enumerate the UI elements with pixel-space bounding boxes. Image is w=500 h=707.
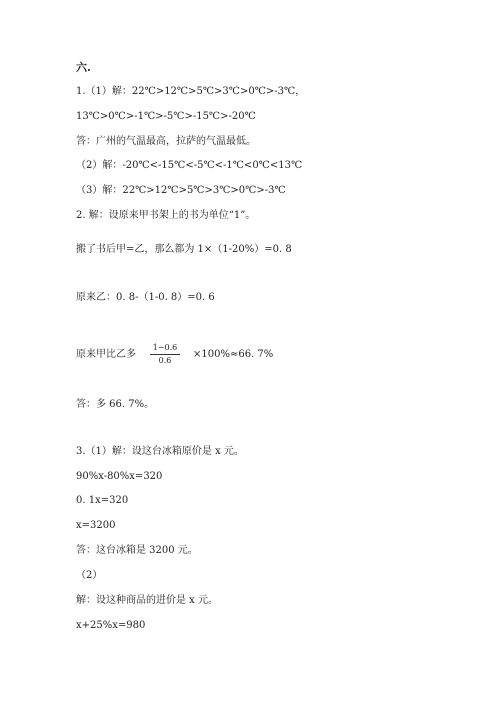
q3-equation-2: 0. 1x=320 xyxy=(76,495,129,506)
section-heading: 六. xyxy=(76,61,91,74)
q1-part2-line: （2）解：-20℃<-15℃<-5℃<-1℃<0℃<13℃ xyxy=(76,160,303,171)
q3-equation-3: x=3200 xyxy=(76,520,116,531)
q3-part2-setup: 解：设这种商品的进价是 x 元。 xyxy=(76,595,218,606)
fraction-denominator: 0.6 xyxy=(158,356,172,365)
fraction xyxy=(150,343,180,366)
q1-part1-continuation: 13℃>0℃>-1℃>-5℃>-15℃>-20℃ xyxy=(76,111,256,122)
q2-step3-suffix: ×100%≈66. 7% xyxy=(193,349,274,360)
q2-answer: 答：多 66. 7%。 xyxy=(76,399,155,410)
q2-step2: 原来乙：0. 8-（1-0. 8）=0. 6 xyxy=(76,292,215,303)
q3-answer: 答：这台冰箱是 3200 元。 xyxy=(76,545,198,556)
q2-step3-prefix: 原来甲比乙多 xyxy=(76,349,136,360)
q3-part1-line: 3.（1）解：设这台冰箱原价是 x 元。 xyxy=(76,446,244,457)
q1-answer: 答：广州的气温最高，拉萨的气温最低。 xyxy=(76,136,256,147)
q3-equation-1: 90%x-80%x=320 xyxy=(76,471,163,482)
q2-intro: 2. 解：设原来甲书架上的书为单位“1”。 xyxy=(76,210,256,221)
q1-part1-line: 1.（1）解：22℃>12℃>5℃>3℃>0℃>-3℃， xyxy=(76,86,306,97)
q3-part2-equation-1: x+25%x=980 xyxy=(76,620,146,631)
q1-part3-line: （3）解：22℃>12℃>5℃>3℃>0℃>-3℃ xyxy=(76,185,286,196)
fraction-bar xyxy=(150,354,180,355)
q3-part2-label: （2） xyxy=(76,570,103,581)
q2-step1: 搬了书后甲=乙，那么都为 1×（1-20%）=0. 8 xyxy=(76,244,292,255)
fraction-numerator: 1−0.6 xyxy=(152,343,178,352)
